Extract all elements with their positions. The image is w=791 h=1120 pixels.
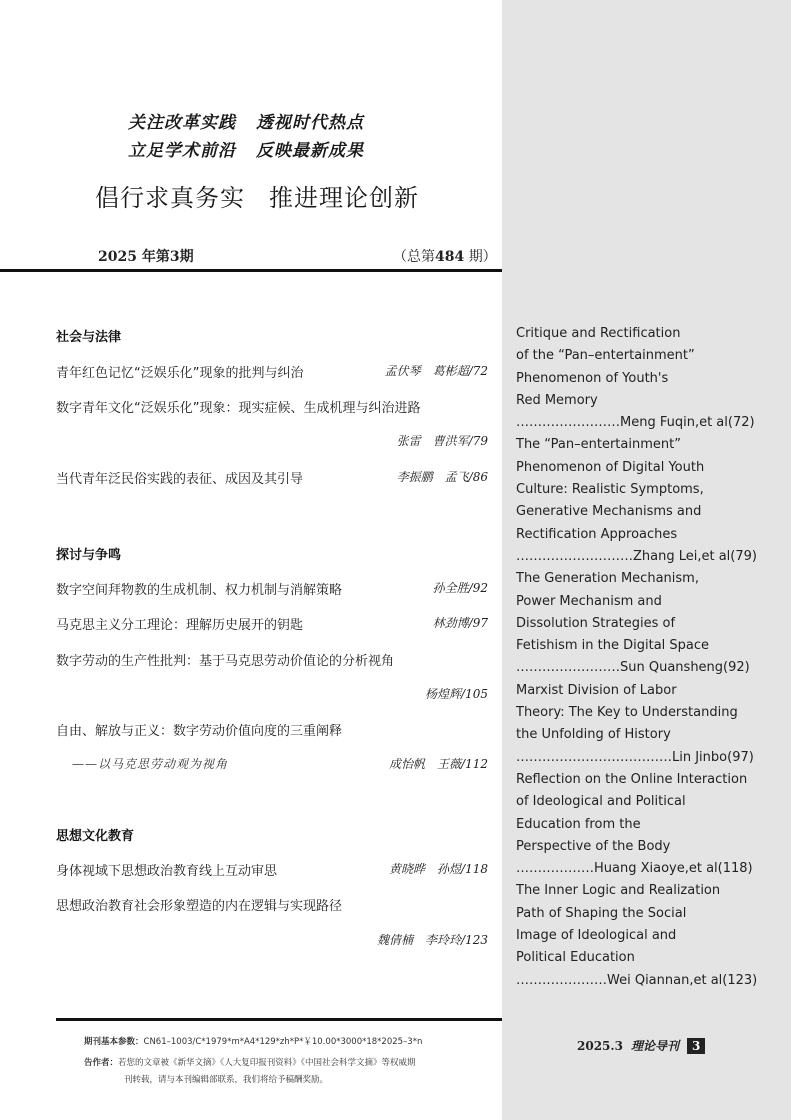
article-title: 数字青年文化“泛娱乐化”现象：现实症候、生成机理与纠治进路 [56, 401, 421, 416]
article-link[interactable] [56, 614, 488, 636]
article-authors: 孟伏琴 葛彬超/72 [384, 364, 488, 378]
total-prefix: （总第 [393, 249, 435, 265]
english-title-line: of Ideological and Political [516, 794, 686, 810]
article-title: 当代青年泛民俗实践的表征、成因及其引导 [56, 472, 304, 487]
article-title: 思想政治教育社会形象塑造的内在逻辑与实现路径 [56, 899, 343, 914]
english-title-line: The “Pan–entertainment” [516, 437, 681, 453]
issue-number: 2025 年第3期 [98, 249, 194, 265]
journal-parameters [84, 1035, 422, 1047]
motto-b: 推进理论创新 [269, 184, 419, 212]
slogan-2a: 立足学术前沿 [128, 141, 236, 161]
slogan-line-1 [128, 108, 364, 133]
english-title-line: Image of Ideological and [516, 928, 677, 944]
english-title-line: Critique and Rectification [516, 326, 681, 341]
slogan-1b: 透视时代热点 [256, 113, 364, 133]
english-author-ref: ………………Huang Xiaoye,et al(118) [516, 861, 753, 877]
author-notice-line-2: 刊转载，请与本刊编辑部联系，我们将给予稿酬奖励。 [124, 1075, 329, 1085]
page-number: 3 [687, 1038, 705, 1054]
english-title-line: Culture: Realistic Symptoms, [516, 482, 704, 498]
article-title: 自由、解放与正义：数字劳动价值向度的三重阐释 [56, 724, 343, 739]
english-title-line: Generative Mechanisms and [516, 504, 702, 520]
english-title-line: Red Memory [516, 392, 598, 408]
article-link[interactable] [56, 468, 488, 490]
article-link[interactable] [56, 895, 488, 917]
motto [95, 178, 419, 213]
article-authors: 成怡帆 王薇/112 [389, 757, 488, 771]
article-authors: 黄晓晔 孙煜/118 [389, 862, 488, 876]
motto-a: 倡行求真务实 [95, 184, 245, 212]
params-value: CN61–1003/C*1979*m*A4*129*zh*P*￥10.00*3000*18*2025–3*n [143, 1037, 423, 1047]
english-author-ref: …………………Wei Qiannan,et al(123) [516, 972, 758, 988]
english-title-line: Phenomenon of Digital Youth [516, 459, 705, 475]
article-link[interactable] [56, 650, 488, 672]
article-title: 青年红色记忆“泛娱乐化”现象的批判与纠治 [56, 366, 304, 381]
article-link[interactable] [56, 720, 488, 742]
header-divider [0, 269, 502, 272]
section-title: 探讨与争鸣 [56, 548, 122, 563]
article-link[interactable] [56, 362, 488, 384]
article-authors: 李振鹏 孟飞/86 [396, 470, 488, 484]
english-title-line: Political Education [516, 950, 635, 966]
article-title: 马克思主义分工理论：理解历史展开的钥匙 [56, 618, 304, 633]
article-link[interactable] [56, 397, 488, 419]
journal-name: 理论导刊 [630, 1039, 679, 1053]
english-title-line: the Unfolding of History [516, 727, 671, 743]
english-title-line: The Inner Logic and Realization [516, 883, 721, 899]
author-notice [84, 1056, 416, 1068]
slogan-2b: 反映最新成果 [256, 141, 364, 161]
footer-divider [56, 1018, 502, 1021]
english-title-line: of the “Pan–entertainment” [516, 348, 695, 364]
page-footer [577, 1037, 705, 1054]
article-authors: 张雷 曹洪军/79 [396, 434, 488, 448]
english-author-ref: ……………………Sun Quansheng(92) [516, 660, 750, 676]
slogan-line-2 [128, 136, 364, 161]
english-title-line: The Generation Mechanism, [516, 571, 699, 587]
article-title: 身体视域下思想政治教育线上互动审思 [56, 864, 278, 879]
english-title-line: Reflection on the Online Interaction [516, 771, 748, 787]
english-title-line: Fetishism in the Digital Space [516, 638, 710, 654]
slogan-1a: 关注改革实践 [128, 113, 236, 133]
english-author-ref: ………………………Zhang Lei,et al(79) [516, 548, 757, 564]
english-author-ref: ………………………………Lin Jinbo(97) [516, 749, 754, 765]
english-entry[interactable] [516, 323, 778, 992]
total-issue [393, 246, 497, 266]
footer-issue: 2025.3 [577, 1039, 623, 1053]
article-title: 数字劳动的生产性批判：基于马克思劳动价值论的分析视角 [56, 654, 395, 669]
article-authors: 孙全胜/92 [432, 581, 488, 595]
english-title-line: Phenomenon of Youth's [516, 370, 669, 386]
english-title-line: Education from the [516, 816, 641, 832]
english-title-line: Rectification Approaches [516, 526, 678, 542]
article-title: 数字空间拜物教的生成机制、权力机制与消解策略 [56, 583, 343, 598]
total-suffix: 期） [468, 249, 497, 265]
notice-label: 告作者： [84, 1058, 119, 1068]
params-label: 期刊基本参数： [84, 1037, 144, 1047]
english-title-line: Perspective of the Body [516, 838, 671, 854]
english-title-line: Power Mechanism and [516, 593, 662, 609]
notice-line-1: 若您的文章被《新华文摘》《人大复印报刊资料》《中国社会科学文摘》等权威期 [118, 1058, 416, 1068]
article-link[interactable] [56, 860, 488, 882]
article-link[interactable] [56, 579, 488, 601]
article-authors: 魏倩楠 李玲玲/123 [377, 933, 488, 947]
english-author-ref: ……………………Meng Fuqin,et al(72) [516, 415, 755, 431]
section-title: 思想文化教育 [56, 829, 135, 844]
section-title: 社会与法律 [56, 330, 122, 345]
english-title-line: Marxist Division of Labor [516, 682, 677, 698]
total-number: 484 [435, 249, 465, 265]
english-title-line: Dissolution Strategies of [516, 615, 676, 631]
article-authors: 林劲博/97 [432, 616, 488, 630]
english-title-line: Theory: The Key to Understanding [516, 705, 738, 721]
english-title-line: Path of Shaping the Social [516, 905, 687, 921]
article-authors: 杨煌辉/105 [425, 687, 488, 701]
article-subtitle: ——以马克思劳动观为视角 [72, 757, 229, 771]
